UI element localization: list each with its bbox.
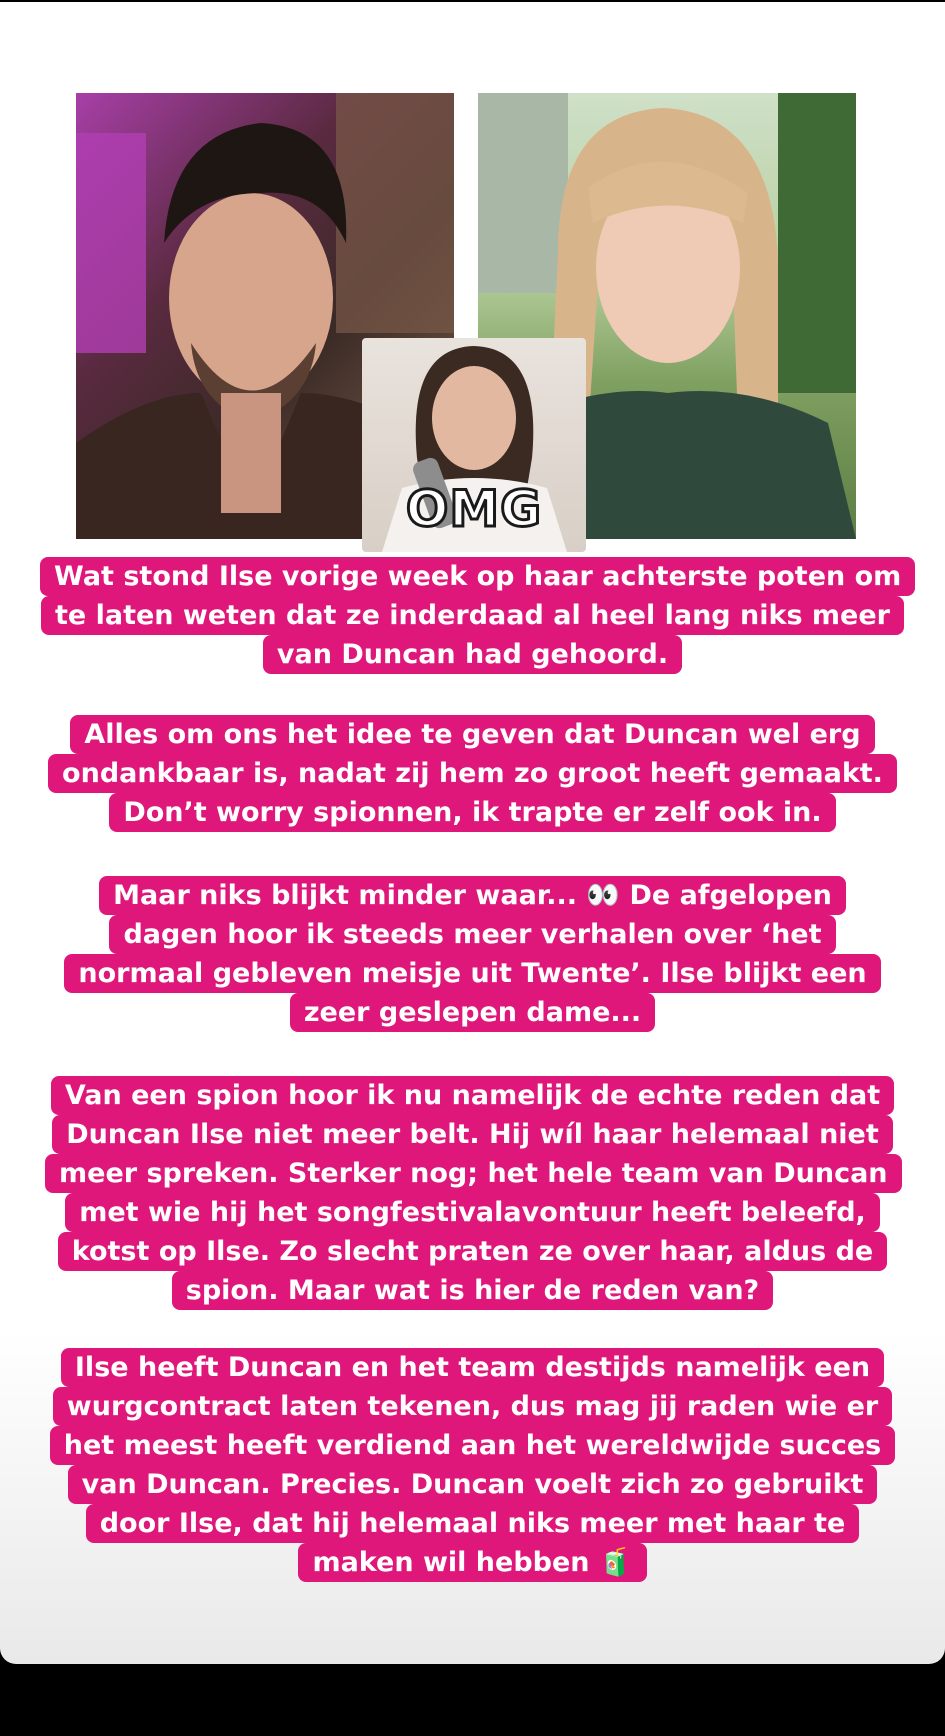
omg-overlay-text: OMG — [405, 480, 543, 538]
caption-5 — [0, 1348, 945, 1582]
caption-4-text: Van een spion hoor ik nu namelijk de echte reden dat Duncan Ilse niet meer belt. Hij wíl haar helemaal niet meer spreken. Sterker nog; het hele team van Duncan met wie hij het songfestivalavontuur heeft beleefd, kotst op Ilse. Zo slecht praten ze over haar, aldus de spion. Maar wat is hier de reden van? — [45, 1076, 902, 1310]
caption-3-text: Maar niks blijkt minder waar... 👀 De afgelopen dagen hoor ik steeds meer verhalen over ‘het normaal gebleven meisje uit Twente’. Ilse blijkt een zeer geslepen dame... — [64, 876, 880, 1032]
bottom-bar — [0, 1664, 945, 1736]
caption-1-text: Wat stond Ilse vorige week op haar achterste poten om te laten weten dat ze inderdaad al heel lang niks meer van Duncan had gehoord. — [40, 557, 915, 674]
caption-4 — [0, 1076, 945, 1310]
caption-5-text: Ilse heeft Duncan en het team destijds namelijk een wurgcontract laten tekenen, dus mag jij raden wie er het meest heeft verdiend aan het wereldwijde succes van Duncan. Precies. Duncan voelt zich zo gebruikt door Ilse, dat hij helemaal niks meer met haar te maken wil hebben 🧃 — [50, 1348, 896, 1582]
photo-center — [362, 338, 586, 552]
caption-3 — [0, 876, 945, 1032]
caption-1 — [0, 557, 945, 674]
top-edge — [0, 0, 945, 2]
caption-2 — [0, 715, 945, 832]
caption-2-text: Alles om ons het idee te geven dat Duncan wel erg ondankbaar is, nadat zij hem zo groot heeft gemaakt. Don’t worry spionnen, ik trapte er zelf ook in. — [48, 715, 897, 832]
